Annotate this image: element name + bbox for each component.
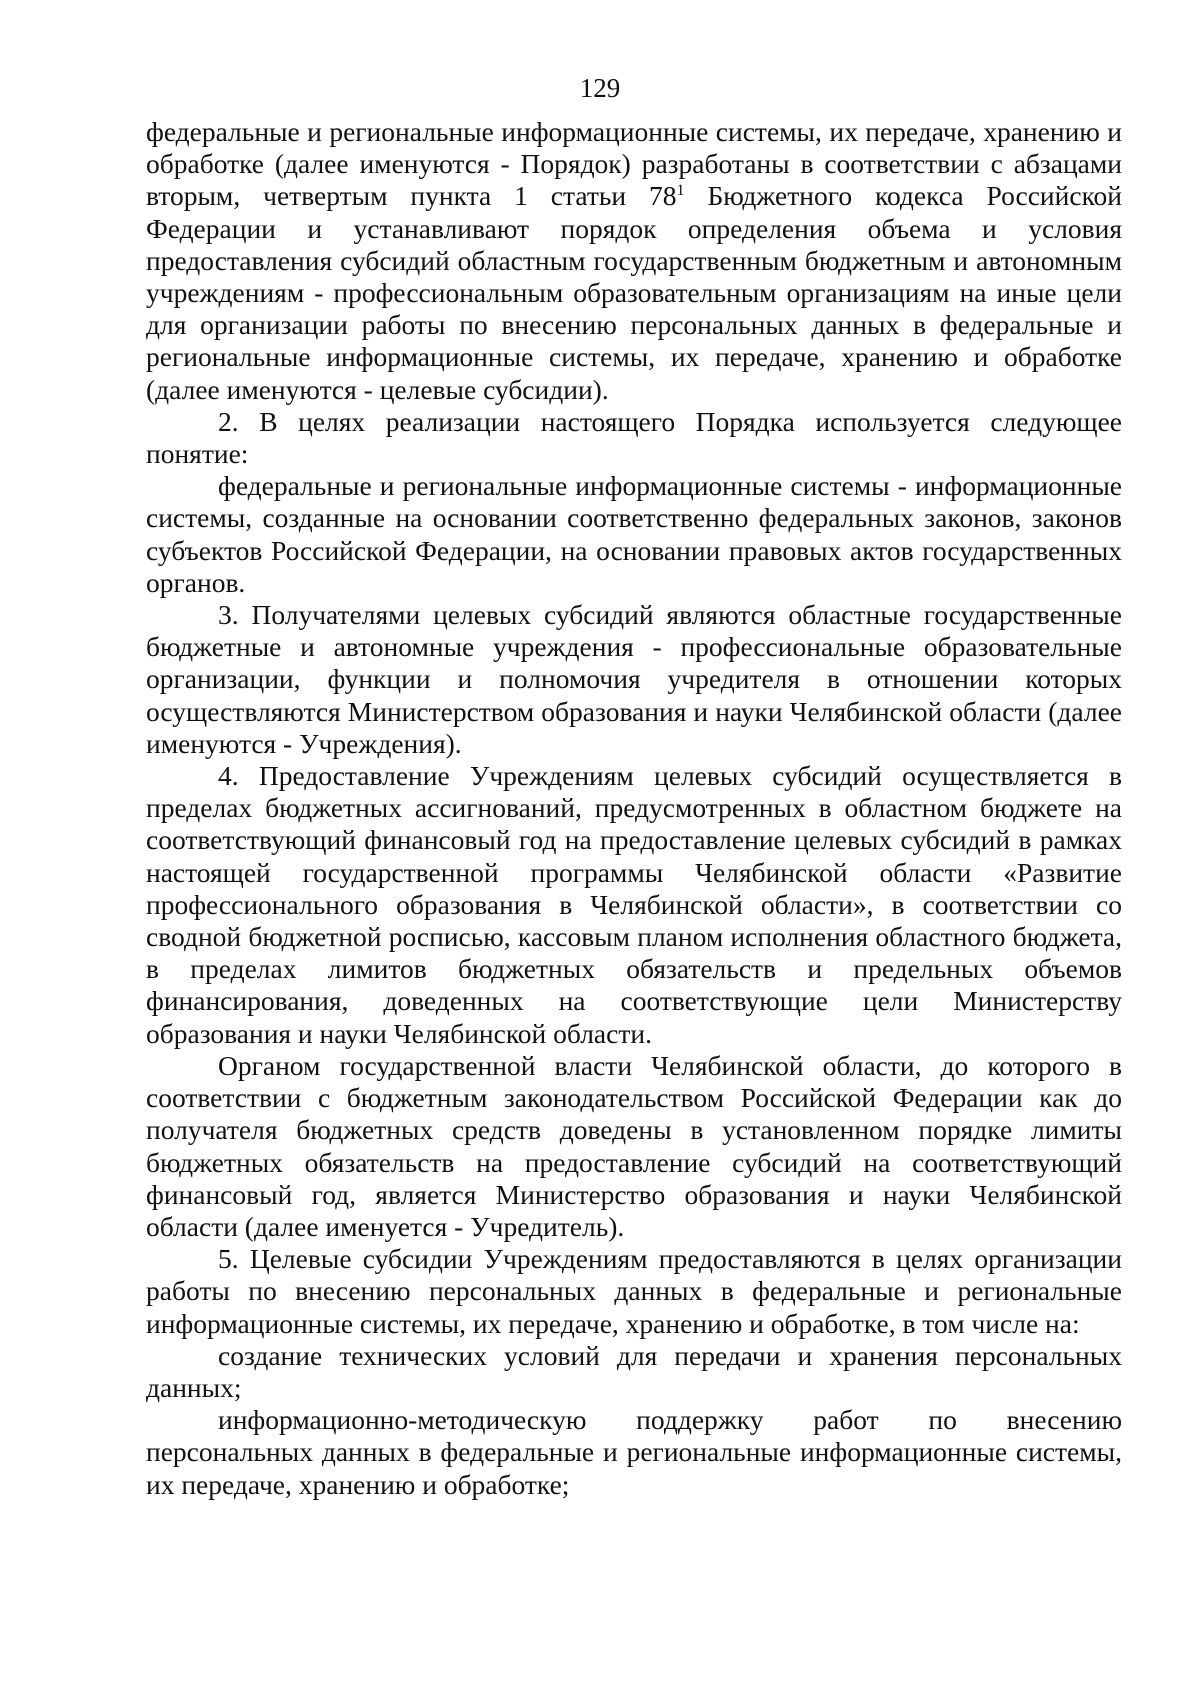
paragraph-list-item-technical: создание технических условий для передачи и хранения персональных данных; — [146, 1339, 1122, 1403]
paragraph-definition: федеральные и региональные информационные системы - информационные системы, созданные на основании соответственно федеральных законов, законов субъектов Российской Федерации, на основании правовых актов государственных органов. — [146, 470, 1122, 598]
superscript-article-index: 1 — [676, 182, 685, 200]
paragraph-item-4: 4. Предоставление Учреждениям целевых субсидий осуществляется в пределах бюджетных ассигнований, предусмотренных в областном бюджете на соответствующий финансовый год на предоставление целевых субсидий в рамках настоящей государственной программы Челябинской области «Развитие профессионального образования в Челябинской области», в соответствии со сводной бюджетной росписью, кассовым планом исполнения областного бюджета, в пределах лимитов бюджетных обязательств и предельных объемов финансирования, доведенных на соответствующие цели Министерству образования и науки Челябинской области. — [146, 760, 1122, 1049]
paragraph-list-item-methodical: информационно-методическую поддержку работ по внесению персональных данных в федеральные и региональные информационные системы, их передаче, хранению и обработке; — [146, 1404, 1122, 1500]
paragraph-founder-authority: Органом государственной власти Челябинской области, до которого в соответствии с бюджетным законодательством Российской Федерации как до получателя бюджетных средств доведены в установленном порядке лимиты бюджетных обязательств на предоставление субсидий на соответствующий финансовый год, является Министерство образования и науки Челябинской области (далее именуется - Учредитель). — [146, 1049, 1122, 1242]
paragraph-intro-continuation — [146, 116, 1122, 406]
paragraph-item-5: 5. Целевые субсидии Учреждениям предоставляются в целях организации работы по внесению персональных данных в федеральные и региональные информационные системы, их передаче, хранению и обработке, в том числе на: — [146, 1243, 1122, 1339]
page-number: 129 — [579, 73, 621, 103]
paragraph-text: Бюджетного кодекса Российской Федерации и устанавливают порядок определения объема и условия предоставления субсидий областным государственным бюджетным и автономным учреждениям - профессиональным образовательным организациям на иные цели для организации работы по внесению персональных данных в федеральные и региональные информационные системы, их передаче, хранению и обработке (далее именуются - целевые субсидии). — [146, 180, 1123, 405]
paragraph-item-3: 3. Получателями целевых субсидий являются областные государственные бюджетные и автономные учреждения - профессиональные образовательные организации, функции и полномочия учредителя в отношении которых осуществляются Министерством образования и науки Челябинской области (далее именуются - Учреждения). — [146, 599, 1122, 759]
paragraph-text: федеральные и региональные информационные системы, их передаче, хранению и обработке (далее именуются - Порядок) разработаны в соответствии с абзацами вторым, четвертым пункта 1 статьи 78 — [146, 116, 1122, 212]
paragraph-item-2: 2. В целях реализации настоящего Порядка используется следующее понятие: — [146, 405, 1122, 470]
document-body — [146, 116, 1122, 1501]
